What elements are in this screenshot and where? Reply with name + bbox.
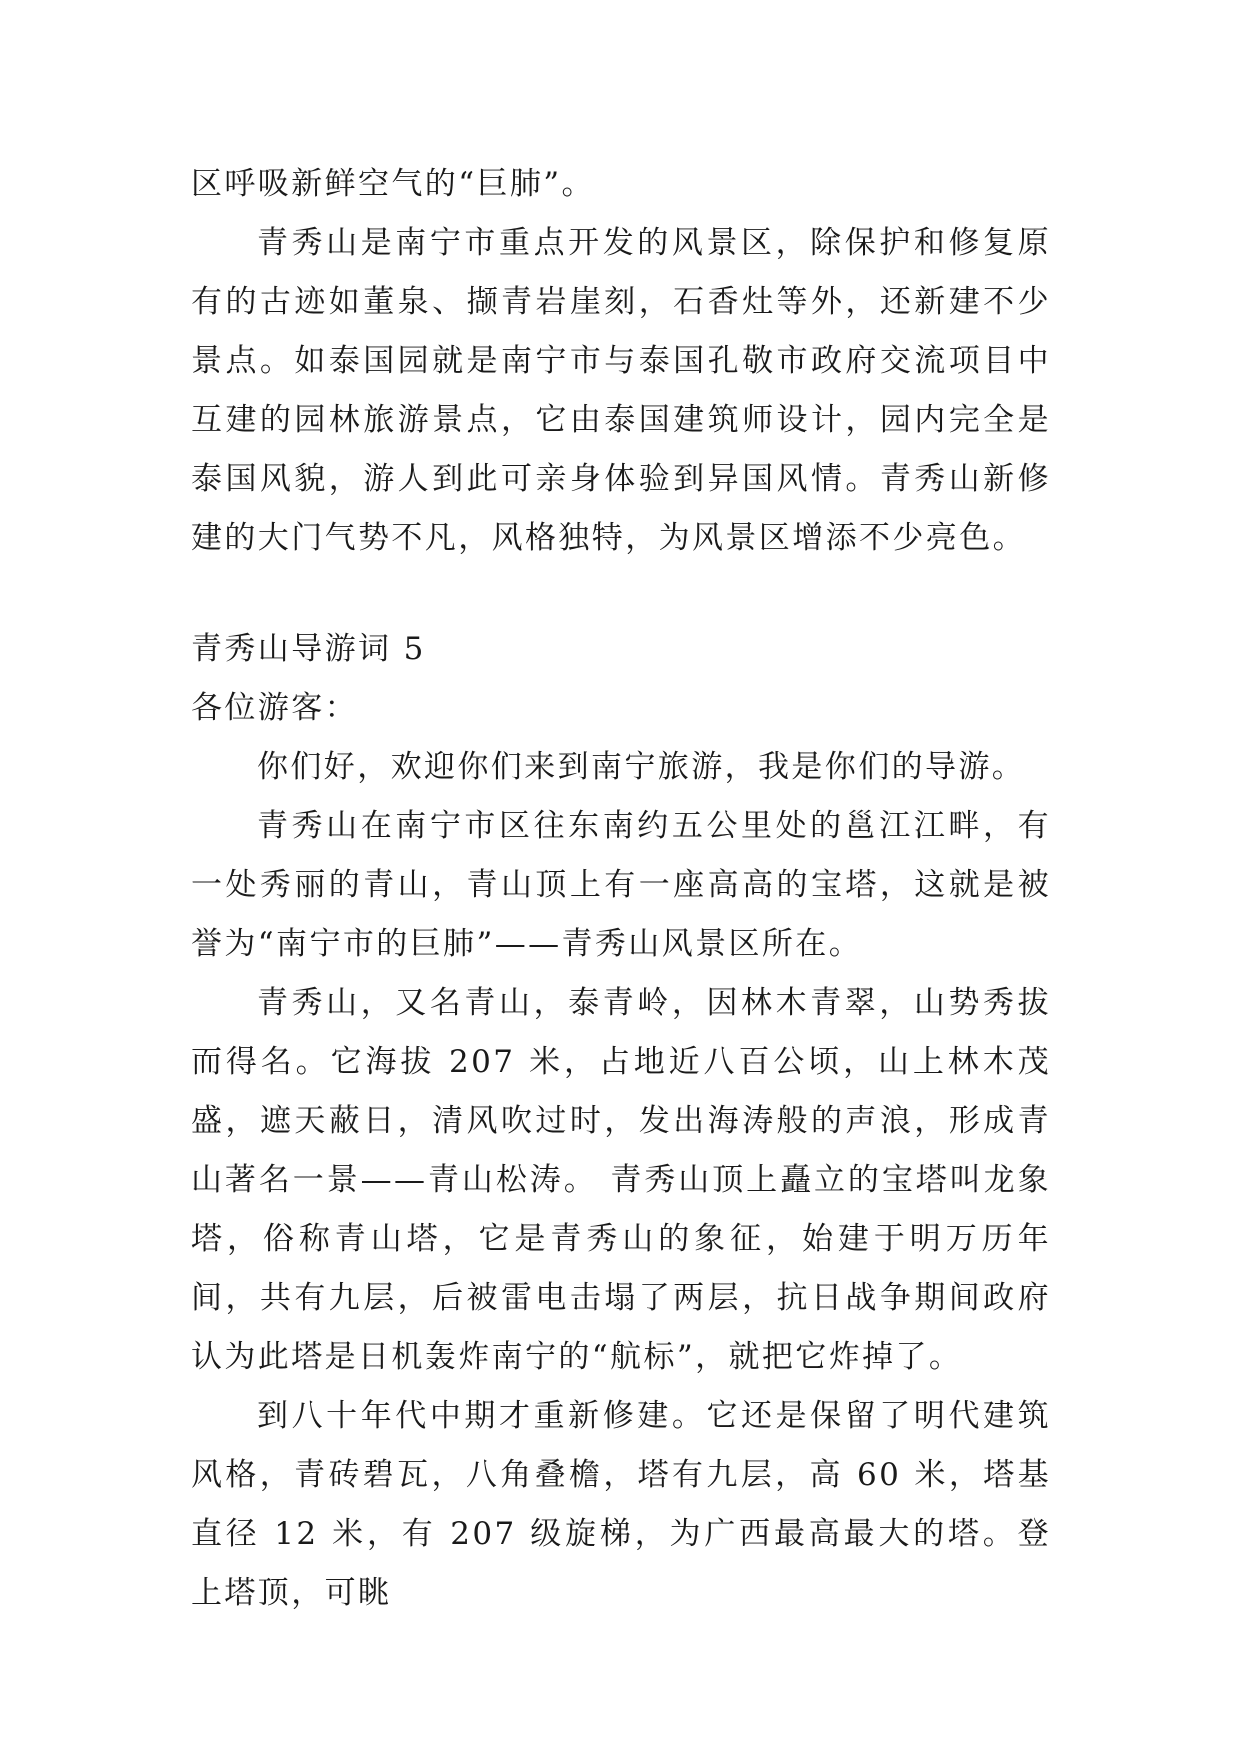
paragraph-continuation: 区呼吸新鲜空气的“巨肺”。 (191, 166, 595, 202)
document-body (191, 155, 1051, 1623)
paragraph-scenic-development: 青秀山是南宁市重点开发的风景区，除保护和修复原有的古迹如董泉、撷青岩崖刻，石香灶等外，还新建不少景点。如泰国园就是南宁市与泰国孔敬市政府交流项目中互建的园林旅游景点，它由泰国建筑师设计，园内完全是泰国风貌，游人到此可亲身体验到异国风情。青秀山新修建的大门气势不凡，风格独特，为风景区增添不少亮色。 (191, 225, 1051, 556)
section-title: 青秀山导游词 5 (191, 631, 426, 667)
paragraph-history: 青秀山，又名青山，泰青岭，因林木青翠，山势秀拔而得名。它海拔 207 米，占地近八百公顷，山上林木茂盛，遮天蔽日，清风吹过时，发出海涛般的声浪，形成青山著名一景——青山松涛。 青秀山顶上矗立的宝塔叫龙象塔，俗称青山塔，它是青秀山的象征，始建于明万历年间，共有九层，后被雷电击塌了两层，抗日战争期间政府认为此塔是日机轰炸南宁的“航标”，就把它炸掉了。 (191, 985, 1051, 1375)
greeting: 各位游客： (191, 690, 358, 726)
paragraph-location: 青秀山在南宁市区往东南约五公里处的邕江江畔，有一处秀丽的青山，青山顶上有一座高高的宝塔，这就是被誉为“南宁市的巨肺”——青秀山风景区所在。 (191, 808, 1051, 962)
paragraph-pagoda: 到八十年代中期才重新修建。它还是保留了明代建筑风格，青砖碧瓦，八角叠檐，塔有九层，高 60 米，塔基直径 12 米，有 207 级旋梯，为广西最高最大的塔。登上塔顶，可眺 (191, 1398, 1051, 1611)
paragraph-welcome: 你们好，欢迎你们来到南宁旅游，我是你们的导游。 (257, 749, 1026, 785)
section-spacer (191, 568, 1051, 620)
